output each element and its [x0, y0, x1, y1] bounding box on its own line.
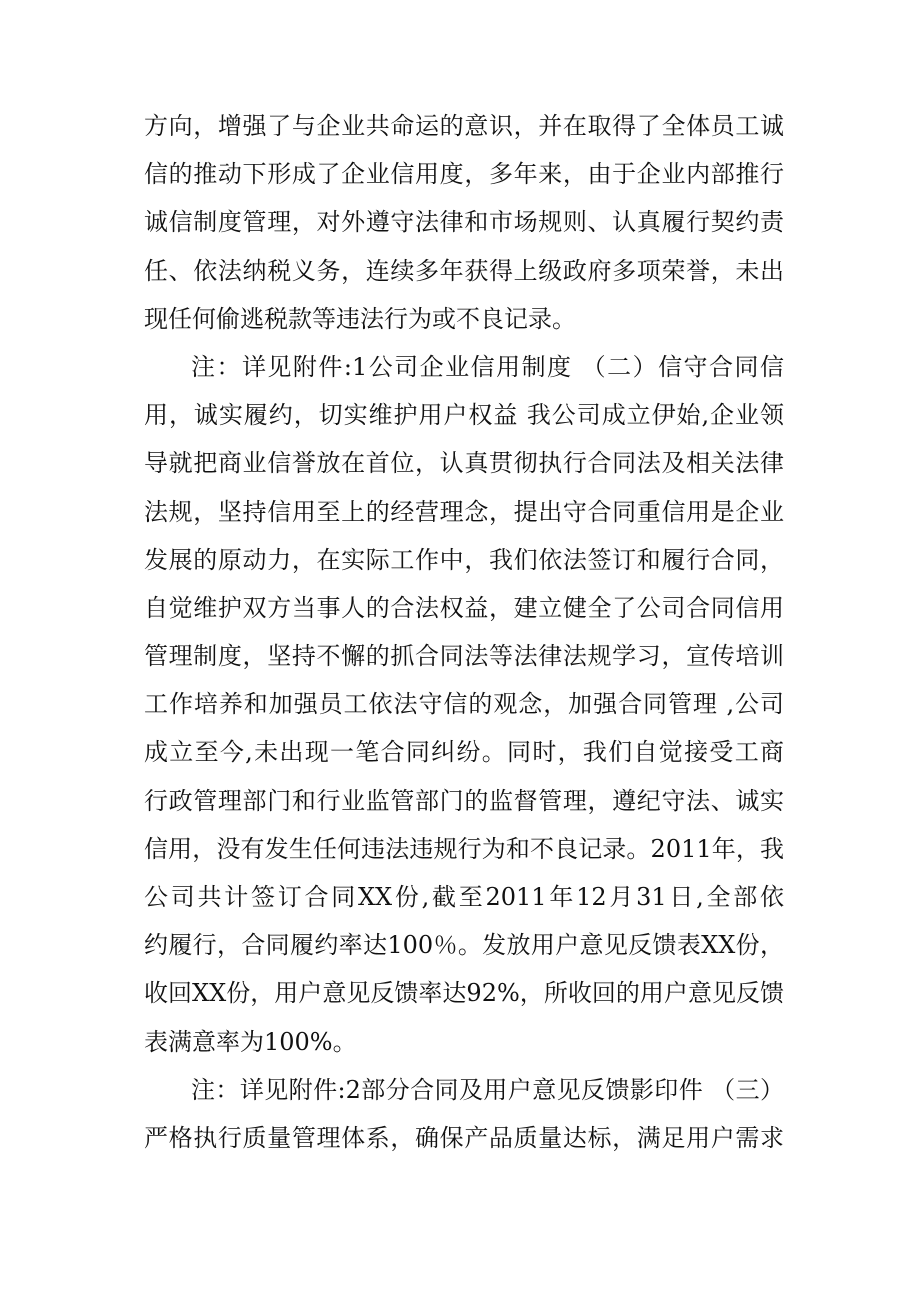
text-line: 成立至今,未出现一笔合同纠纷。同时，我们自觉接受工商 [144, 738, 784, 767]
text-line: 注：详见附件:2部分合同及用户意见反馈影印件 （三） [191, 1075, 784, 1104]
text-line: 行政管理部门和行业监管部门的监督管理，遵纪守法、诚实 [144, 786, 784, 815]
text-line: 方向，增强了与企业共命运的意识，并在取得了全体员工诚 [144, 112, 784, 140]
text-line: 诚信制度管理，对外遵守法律和市场规则、认真履行契约责 [144, 208, 784, 237]
text-line: 信的推动下形成了企业信用度，多年来，由于企业内部推行 [144, 160, 784, 189]
text-line: 法规，坚持信用至上的经营理念，提出守合同重信用是企业 [144, 497, 784, 526]
document-body [144, 102, 784, 1162]
text-line: 信用，没有发生任何违法违规行为和不良记录。2011年，我 [144, 834, 784, 863]
text-line: 现任何偷逃税款等违法行为或不良记录。 [144, 304, 576, 333]
text-line: 发展的原动力，在实际工作中，我们依法签订和履行合同， [144, 545, 784, 574]
text-line: 严格执行质量管理体系，确保产品质量达标，满足用户需求 [144, 1123, 784, 1152]
text-line: 任、依法纳税义务，连续多年获得上级政府多项荣誉，未出 [144, 256, 784, 285]
text-line: 用，诚实履约，切实维护用户权益 我公司成立伊始,企业领 [144, 401, 784, 430]
text-line: 约履行，合同履约率达100％。发放用户意见反馈表XX份， [144, 931, 784, 960]
text-line: 导就把商业信誉放在首位，认真贯彻执行合同法及相关法律 [144, 449, 784, 478]
text-line: 自觉维护双方当事人的合法权益，建立健全了公司合同信用 [144, 593, 784, 622]
text-line: 收回XX份，用户意见反馈率达92%，所收回的用户意见反馈 [144, 979, 784, 1008]
text-line: 注：详见附件:1公司企业信用制度 （二）信守合同信 [191, 352, 784, 381]
text-line: 工作培养和加强员工依法守信的观念，加强合同管理 ,公司 [144, 690, 784, 719]
text-line: 表满意率为100%。 [144, 1027, 357, 1056]
text-line: 管理制度，坚持不懈的抓合同法等法律法规学习，宣传培训 [144, 642, 784, 671]
text-line: 公司共计签订合同XX份,截至2011年12月31日,全部依 [144, 883, 784, 911]
